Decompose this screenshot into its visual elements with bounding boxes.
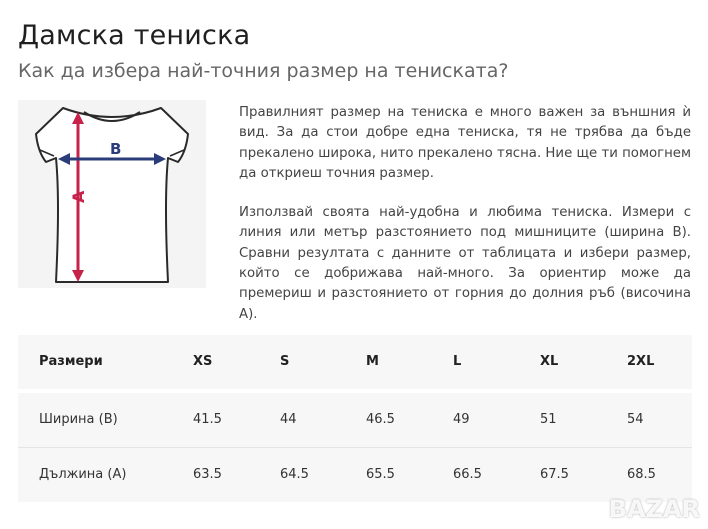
measure-b-label: B (110, 140, 122, 158)
tshirt-illustration (18, 100, 206, 288)
header-cell-xl: XL (540, 354, 559, 369)
tshirt-outline (36, 108, 188, 282)
header-cell-m: M (366, 354, 379, 369)
header-cell-l: L (453, 354, 462, 369)
table-cell: 49 (453, 412, 470, 427)
row-label-length: Дължина (А) (39, 467, 127, 482)
table-cell: 65.5 (366, 467, 395, 482)
table-cell: 54 (627, 412, 644, 427)
table-cell: 46.5 (366, 412, 395, 427)
table-cell: 63.5 (193, 467, 222, 482)
size-table (18, 335, 692, 497)
header-cell-xs: XS (193, 354, 213, 369)
table-cell: 64.5 (280, 467, 309, 482)
bazar-watermark-logo: BAZAR (608, 495, 700, 523)
table-cell: 67.5 (540, 467, 569, 482)
header-cell-2xl: 2XL (627, 354, 655, 369)
page-title: Дамска тениска (18, 20, 251, 51)
table-cell: 41.5 (193, 412, 222, 427)
description-paragraph-2: Използвай своята най-удобна и любима тениска. Измери с линия или метър разстоянието под мишниците (ширина В). Сравни резултата с данните от таблицата и избери размер, който се добрижава най-много. За ориентир може да премериш и разстоянието от горния до долния ръб (височина А). (239, 205, 691, 322)
tshirt-diagram (18, 100, 206, 288)
table-cell: 51 (540, 412, 557, 427)
table-row-width (18, 393, 692, 447)
table-cell: 68.5 (627, 467, 656, 482)
measure-a-label: A (69, 190, 88, 203)
table-header-row (18, 335, 692, 389)
page-subtitle: Как да избера най-точния размер на тениската? (18, 60, 509, 82)
description-paragraph-1: Правилният размер на тениска е много важен за външния ѝ вид. За да стои добре една тениска, тя не трябва да бъде прекалено широка, нито прекалено тясна. Ние ще ти помогнем да откриеш точния размер. (239, 105, 691, 181)
size-guide-description (239, 103, 691, 344)
header-cell-s: S (280, 354, 290, 369)
header-cell-sizes: Размери (39, 354, 103, 369)
table-row-length (18, 447, 692, 502)
table-cell: 66.5 (453, 467, 482, 482)
row-label-width: Ширина (В) (39, 412, 118, 427)
table-cell: 44 (280, 412, 297, 427)
